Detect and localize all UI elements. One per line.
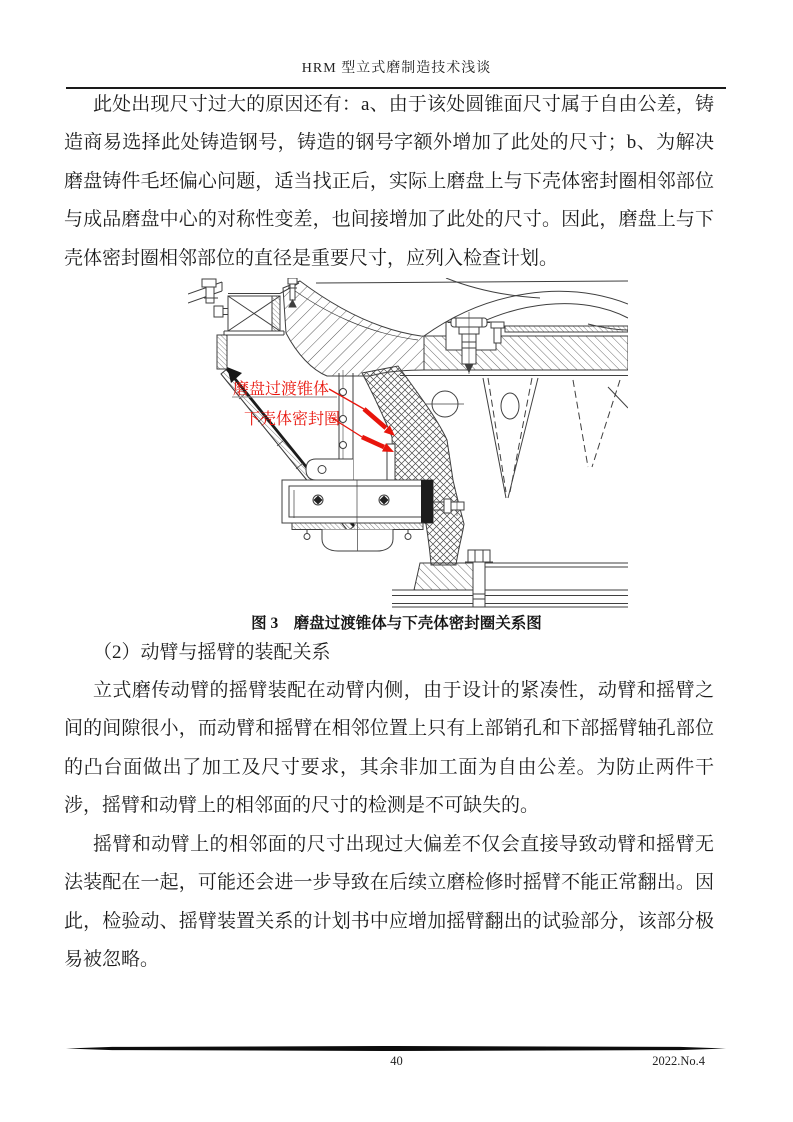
paragraph-3: 摇臂和动臂上的相邻面的尺寸出现过大偏差不仅会直接导致动臂和摇臂无法装配在一起，可能还会进一步导致在后续立磨检修时摇臂不能正常翻出。因此，检验动、摇臂装置关系的计划书中应增加摇臂翻出的试验部分，该部分极易被忽略。 bbox=[64, 834, 714, 971]
section-heading: （2）动臂与摇臂的装配关系 bbox=[93, 642, 331, 663]
label-lower-casing-seal-ring: 下壳体密封圈 bbox=[244, 411, 341, 428]
figure-caption: 图 3 磨盘过渡锥体与下壳体密封圈关系图 bbox=[251, 615, 542, 632]
footer-rule bbox=[66, 1046, 726, 1051]
page-number: 40 bbox=[390, 1054, 403, 1068]
journal-issue: 2022.No.4 bbox=[652, 1054, 705, 1068]
running-head-title: HRM 型立式磨制造技术浅谈 bbox=[301, 61, 492, 76]
figure-annotations bbox=[232, 380, 395, 452]
paragraph-1: 此处出现尺寸过大的原因还有：a、由于该处圆锥面尺寸属于自由公差，铸造商易选择此处铸造钢号，铸造的钢号字额外增加了此处的尺寸；b、为解决磨盘铸件毛坯偏心问题，适当找正后，实际上磨盘上与下壳体密封圈相邻部位与成品磨盘中心的对称性变差，也间接增加了此处的尺寸。因此，磨盘上与下壳体密封圈相邻部位的直径是重要尺寸，应列入检查计划。 bbox=[64, 94, 714, 269]
label-grinding-table-transition-cone: 磨盘过渡锥体 bbox=[233, 381, 330, 398]
arrow-shaft-seal bbox=[362, 437, 384, 447]
support-ribs bbox=[426, 378, 628, 498]
base-plate-and-anchor-bolt bbox=[392, 550, 628, 607]
figure-3-drawing bbox=[188, 278, 628, 608]
paragraph-2: 立式磨传动臂的摇臂装配在动臂内侧，由于设计的紧凑性，动臂和摇臂之间的间隙很小，而动臂和摇臂在相邻位置上只有上部销孔和下部摇臂轴孔部位的凸台面做出了加工及尺寸要求，其余非加工面为自由公差。为防止两件干涉，摇臂和动臂上的相邻面的尺寸的检测是不可缺失的。 bbox=[64, 680, 714, 817]
drawing-lines bbox=[188, 278, 628, 607]
